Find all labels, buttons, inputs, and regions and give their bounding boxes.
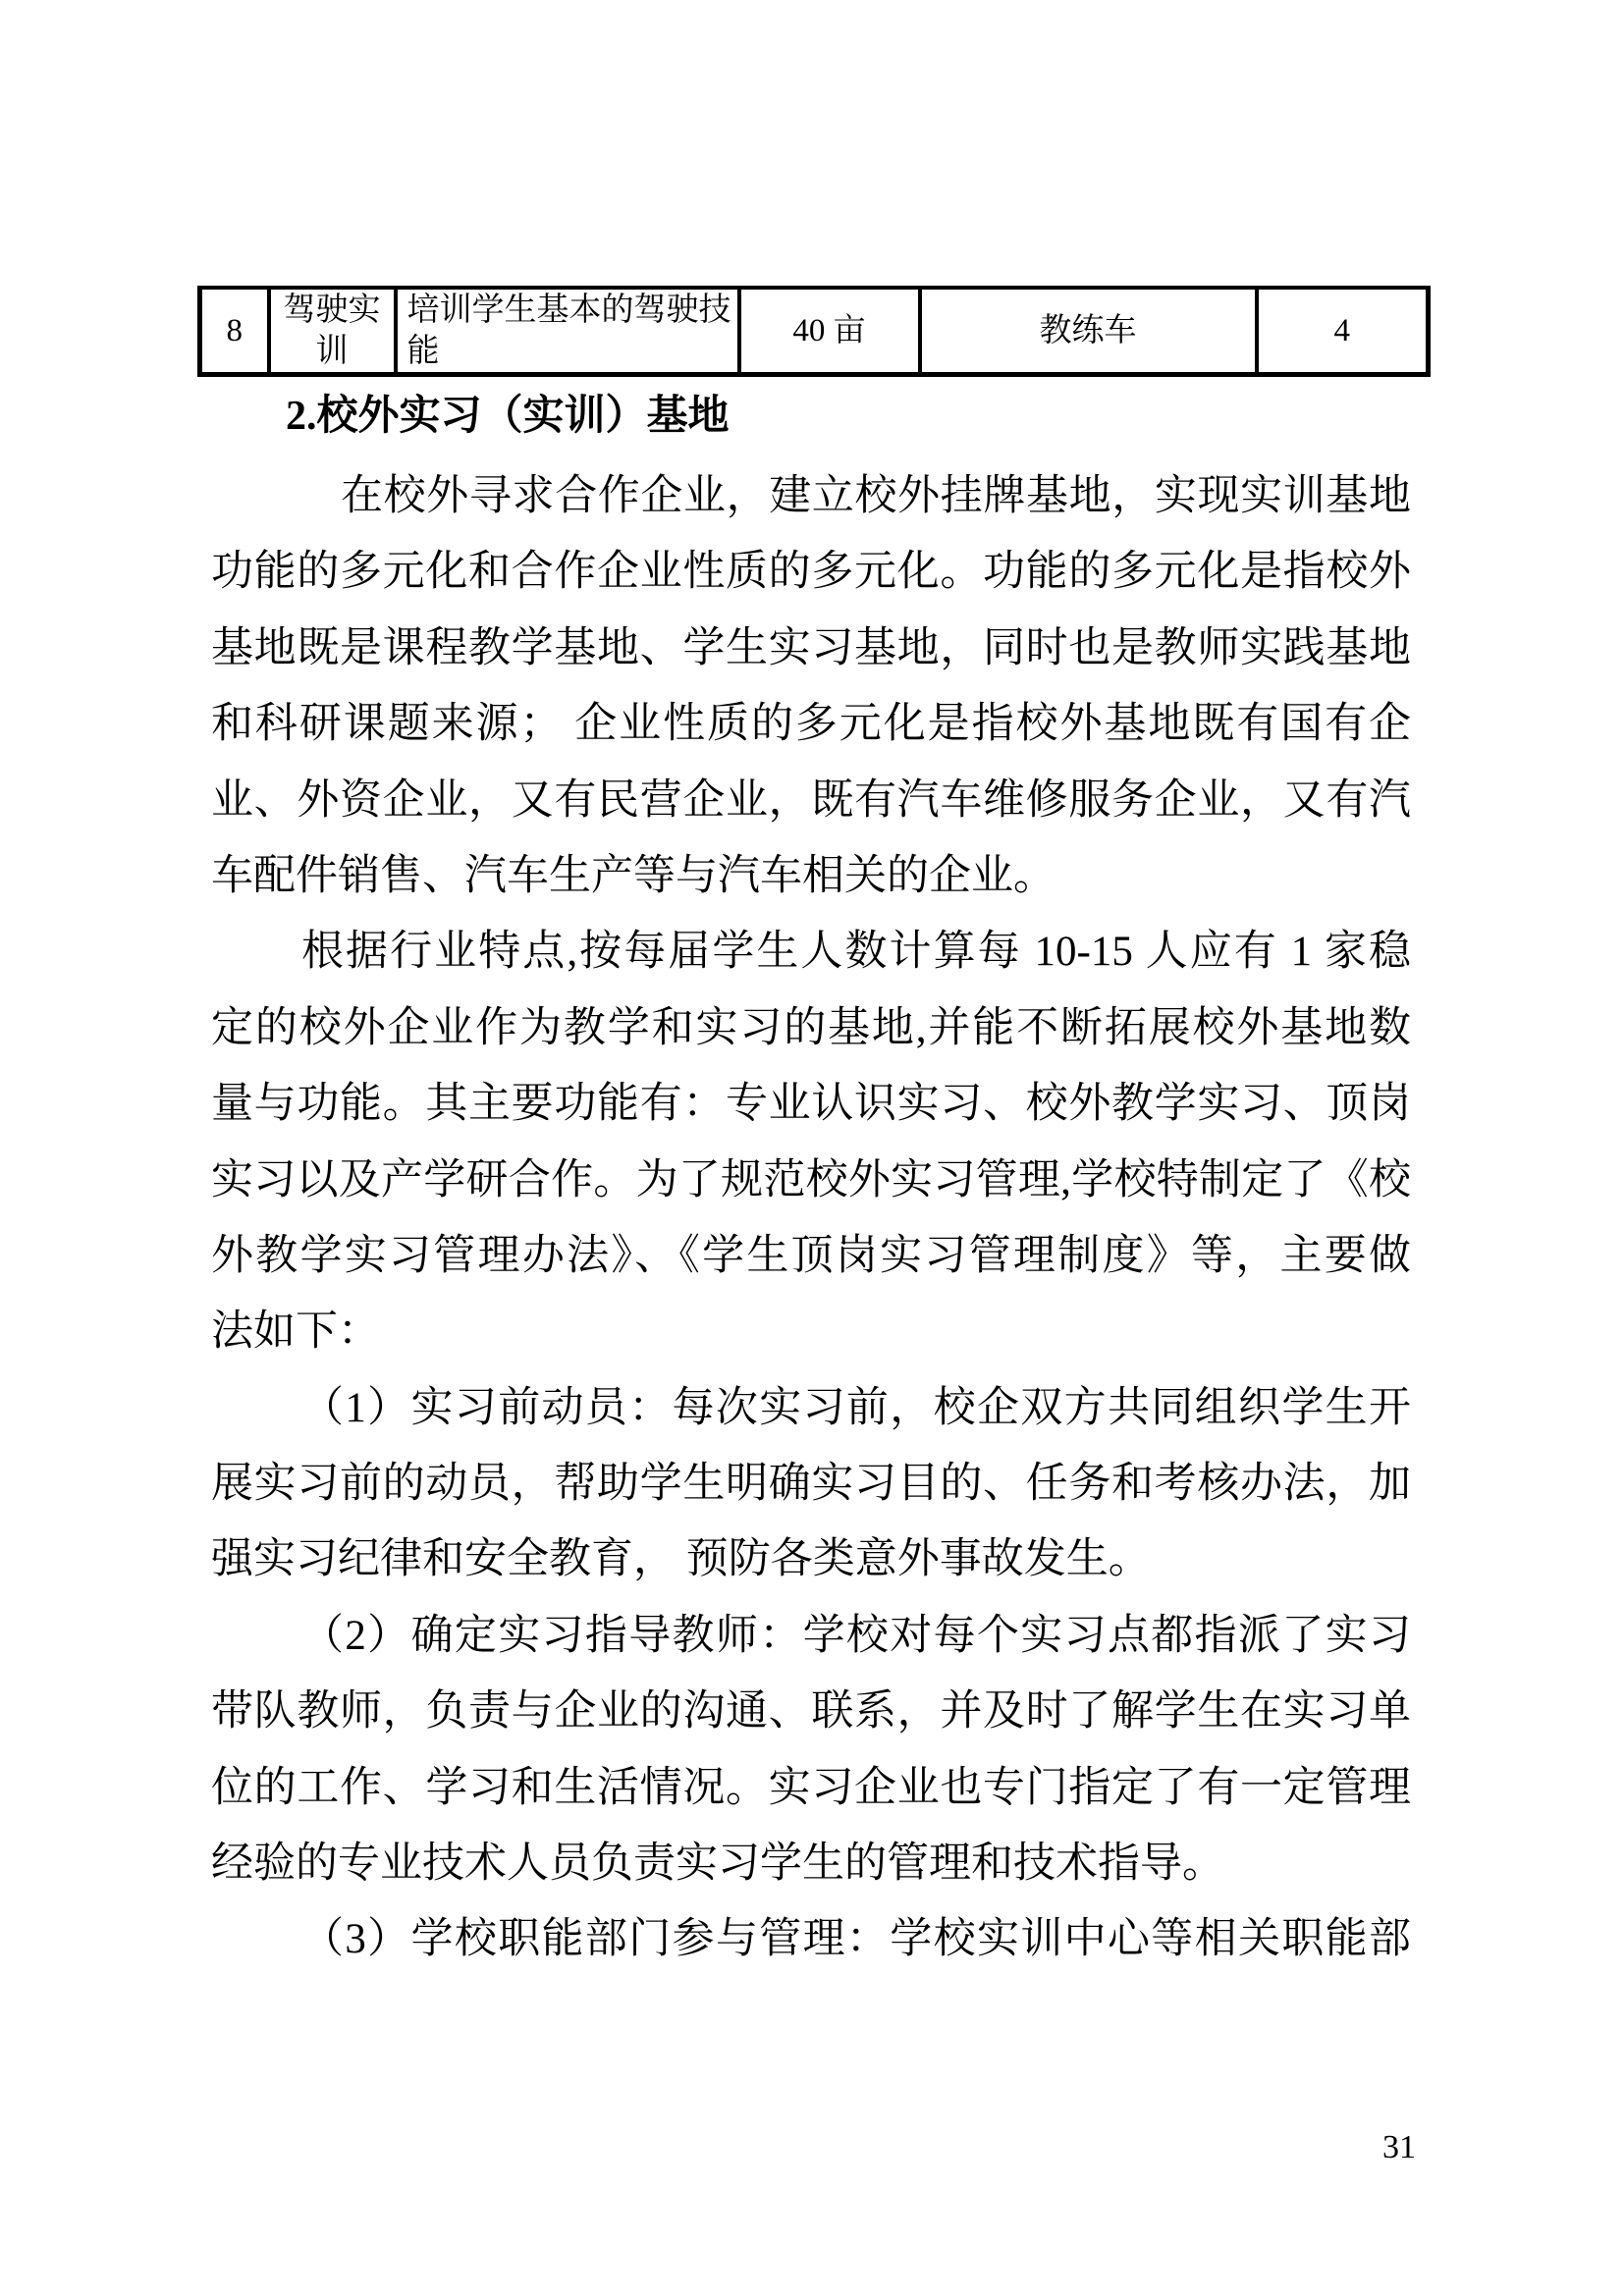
body-line: 量与功能。其主要功能有：专业认识实习、校外教学实习、顶岗	[211, 1081, 1411, 1128]
body-line: 实习以及产学研合作。为了规范校外实习管理,学校特制定了《校	[211, 1156, 1411, 1203]
body-line: 根据行业特点,按每届学生人数计算每 10-15 人应有 1 家稳	[301, 929, 1411, 976]
cell-area: 40 亩	[739, 288, 920, 375]
body-line: 强实习纪律和安全教育， 预防各类意外事故发生。	[211, 1536, 1151, 1583]
cell-quantity: 4	[1257, 288, 1429, 375]
facility-table	[197, 286, 1431, 377]
body-line: 业、外资企业，又有民营企业，既有汽车维修服务企业，又有汽	[211, 776, 1411, 824]
body-line: （2）确定实习指导教师：学校对每个实习点都指派了实习	[301, 1612, 1411, 1659]
cell-equipment: 教练车	[920, 288, 1257, 375]
body-line: 展实习前的动员，帮助学生明确实习目的、任务和考核办法，加	[211, 1461, 1411, 1508]
body-line: 基地既是课程教学基地、学生实习基地，同时也是教师实践基地	[211, 624, 1411, 671]
page-number: 31	[1382, 2129, 1416, 2165]
body-line: 车配件销售、汽车生产等与汽车相关的企业。	[211, 852, 1056, 899]
section-heading: 2.校外实习（实训）基地	[286, 394, 730, 439]
body-line: 定的校外企业作为教学和实习的基地,并能不断拓展校外基地数	[211, 1004, 1411, 1051]
body-line: （3）学校职能部门参与管理：学校实训中心等相关职能部	[301, 1916, 1411, 1963]
body-line: 法如下：	[211, 1308, 380, 1356]
cell-purpose: 培训学生基本的驾驶技能	[396, 288, 739, 375]
cell-row-index: 8	[226, 313, 243, 348]
body-text	[211, 458, 1411, 1978]
table-row	[200, 288, 1429, 375]
body-line: 和科研课题来源； 企业性质的多元化是指校外基地既有国有企	[211, 701, 1411, 748]
body-line: 带队教师，负责与企业的沟通、联系，并及时了解学生在实习单	[211, 1688, 1411, 1735]
body-line: 外教学实习管理办法》、《学生顶岗实习管理制度》等，主要做	[211, 1232, 1411, 1279]
cell-base-name: 驾驶实训	[269, 288, 396, 375]
body-line: （1）实习前动员：每次实习前，校企双方共同组织学生开	[301, 1384, 1411, 1431]
body-line: 在校外寻求合作企业，建立校外挂牌基地，实现实训基地	[341, 473, 1411, 519]
body-line: 位的工作、学习和生活情况。实习企业也专门指定了有一定管理	[211, 1764, 1411, 1811]
body-line: 功能的多元化和合作企业性质的多元化。功能的多元化是指校外	[211, 549, 1411, 596]
body-line: 经验的专业技术人员负责实习学生的管理和技术指导。	[211, 1841, 1224, 1888]
